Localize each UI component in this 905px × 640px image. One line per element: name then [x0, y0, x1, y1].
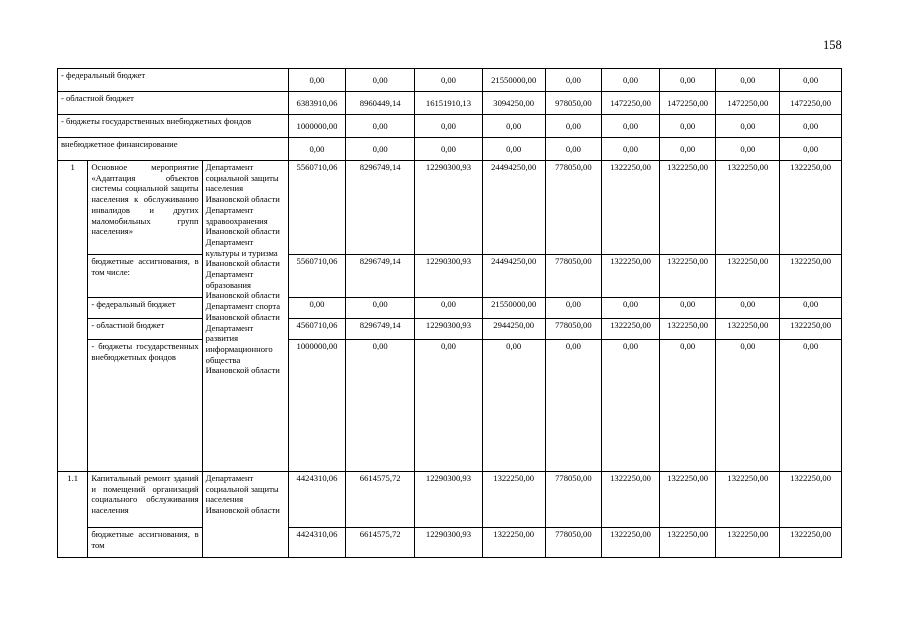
cell-value: 0,00 — [346, 115, 415, 138]
cell-value: 0,00 — [780, 115, 842, 138]
row-label: - областной бюджет — [58, 92, 289, 115]
cell-value: 0,00 — [780, 69, 842, 92]
cell-value: 1000000,00 — [288, 115, 346, 138]
cell-value: 0,00 — [659, 298, 716, 319]
cell-value: 8960449,14 — [346, 92, 415, 115]
cell-value: 1322250,00 — [602, 161, 660, 255]
cell-value: 0,00 — [716, 115, 780, 138]
table-row — [58, 161, 842, 255]
cell-value: 1322250,00 — [780, 472, 842, 528]
cell-value: 778050,00 — [545, 255, 602, 298]
cell-value: 1322250,00 — [602, 319, 660, 340]
cell-value: 4424310,06 — [288, 472, 346, 528]
cell-value: 0,00 — [545, 115, 602, 138]
cell-value: 1472250,00 — [602, 92, 660, 115]
table-row — [58, 472, 842, 528]
budget-table — [57, 68, 842, 558]
cell-value: 1322250,00 — [659, 472, 716, 528]
cell-value: 4424310,06 — [288, 528, 346, 558]
table-row — [58, 340, 842, 472]
row-label: - федеральный бюджет — [88, 298, 202, 319]
row-index: 1.1 — [58, 472, 88, 558]
table-row — [58, 528, 842, 558]
cell-value: 0,00 — [780, 298, 842, 319]
cell-value: 1472250,00 — [659, 92, 716, 115]
cell-value: 24494250,00 — [482, 255, 545, 298]
row-label: - областной бюджет — [88, 319, 202, 340]
cell-value: 0,00 — [780, 138, 842, 161]
cell-value: 1322250,00 — [716, 528, 780, 558]
cell-value: 16151910,13 — [415, 92, 483, 115]
cell-value: 778050,00 — [545, 528, 602, 558]
cell-value: 4560710,06 — [288, 319, 346, 340]
cell-value: 21550000,00 — [482, 298, 545, 319]
cell-value: 0,00 — [545, 138, 602, 161]
cell-value: 0,00 — [415, 298, 483, 319]
cell-value: 24494250,00 — [482, 161, 545, 255]
cell-value: 5560710,06 — [288, 161, 346, 255]
cell-value: 12290300,93 — [415, 255, 483, 298]
cell-value: 1472250,00 — [716, 92, 780, 115]
row-label: внебюджетное финансирование — [58, 138, 289, 161]
cell-value: 0,00 — [602, 298, 660, 319]
cell-value: 978050,00 — [545, 92, 602, 115]
cell-value: 1322250,00 — [716, 255, 780, 298]
executor-cell: Департамент социальной защиты населения Ивановской области — [202, 472, 288, 558]
cell-value: 0,00 — [716, 298, 780, 319]
cell-value: 6614575,72 — [346, 528, 415, 558]
cell-value: 0,00 — [346, 138, 415, 161]
cell-value: 0,00 — [716, 340, 780, 472]
cell-value: 0,00 — [545, 298, 602, 319]
row-label: Капитальный ремонт зданий и помещений организаций социального обслуживания населения — [88, 472, 202, 528]
cell-value: 1000000,00 — [288, 340, 346, 472]
cell-value: 1322250,00 — [780, 161, 842, 255]
cell-value: 21550000,00 — [482, 69, 545, 92]
cell-value: 8296749,14 — [346, 319, 415, 340]
cell-value: 1322250,00 — [602, 528, 660, 558]
executor-cell: Департамент социальной защиты населения Ивановской области Департамент здравоохранения Ивановской области Департамент культуры и туризма Ивановской области Департамент образования Ивановской области Департамент спорта Ивановской области Департамент развития информационного общества Ивановской области — [202, 161, 288, 472]
cell-value: 6383910,06 — [288, 92, 346, 115]
cell-value: 1322250,00 — [780, 528, 842, 558]
table-row — [58, 115, 842, 138]
cell-value: 1322250,00 — [659, 255, 716, 298]
cell-value: 1322250,00 — [659, 161, 716, 255]
cell-value: 1322250,00 — [716, 161, 780, 255]
cell-value: 1322250,00 — [716, 319, 780, 340]
row-label: Основное мероприятие «Адаптация объектов системы социальной защиты населения к обслуживанию инвалидов и других маломобильных групп населения» — [88, 161, 202, 255]
cell-value: 12290300,93 — [415, 161, 483, 255]
row-label: - бюджеты государственных внебюджетных фондов — [88, 340, 202, 472]
cell-value: 0,00 — [602, 138, 660, 161]
cell-value: 0,00 — [415, 69, 483, 92]
cell-value: 778050,00 — [545, 472, 602, 528]
cell-value: 0,00 — [288, 69, 346, 92]
cell-value: 0,00 — [346, 69, 415, 92]
cell-value: 6614575,72 — [346, 472, 415, 528]
cell-value: 0,00 — [659, 69, 716, 92]
cell-value: 0,00 — [482, 138, 545, 161]
cell-value: 0,00 — [346, 340, 415, 472]
cell-value: 778050,00 — [545, 319, 602, 340]
page-number: 158 — [823, 38, 842, 52]
cell-value: 0,00 — [602, 69, 660, 92]
cell-value: 12290300,93 — [415, 319, 483, 340]
cell-value: 0,00 — [602, 115, 660, 138]
cell-value: 0,00 — [602, 340, 660, 472]
cell-value: 12290300,93 — [415, 528, 483, 558]
cell-value: 0,00 — [659, 115, 716, 138]
cell-value: 1322250,00 — [659, 319, 716, 340]
row-label: бюджетные ассигнования, в том числе: — [88, 255, 202, 298]
cell-value: 1322250,00 — [602, 472, 660, 528]
cell-value: 0,00 — [288, 298, 346, 319]
cell-value: 0,00 — [482, 115, 545, 138]
cell-value: 0,00 — [659, 138, 716, 161]
row-index: 1 — [58, 161, 88, 472]
cell-value: 1322250,00 — [482, 528, 545, 558]
table-row — [58, 319, 842, 340]
cell-value: 0,00 — [482, 340, 545, 472]
cell-value: 0,00 — [716, 69, 780, 92]
cell-value: 1472250,00 — [780, 92, 842, 115]
cell-value: 0,00 — [716, 138, 780, 161]
row-label: бюджетные ассигнования, в том — [88, 528, 202, 558]
cell-value: 0,00 — [415, 138, 483, 161]
cell-value: 1322250,00 — [659, 528, 716, 558]
cell-value: 0,00 — [659, 340, 716, 472]
cell-value: 0,00 — [346, 298, 415, 319]
row-label: - бюджеты государственных внебюджетных фондов — [58, 115, 289, 138]
cell-value: 8296749,14 — [346, 255, 415, 298]
cell-value: 8296749,14 — [346, 161, 415, 255]
table-row — [58, 92, 842, 115]
cell-value: 0,00 — [780, 340, 842, 472]
cell-value: 1322250,00 — [780, 319, 842, 340]
cell-value: 5560710,06 — [288, 255, 346, 298]
table-row — [58, 69, 842, 92]
cell-value: 2944250,00 — [482, 319, 545, 340]
cell-value: 0,00 — [415, 115, 483, 138]
cell-value: 1322250,00 — [716, 472, 780, 528]
table-row — [58, 298, 842, 319]
cell-value: 1322250,00 — [482, 472, 545, 528]
cell-value: 0,00 — [545, 340, 602, 472]
table-row — [58, 255, 842, 298]
cell-value: 778050,00 — [545, 161, 602, 255]
cell-value: 0,00 — [415, 340, 483, 472]
row-label: - федеральный бюджет — [58, 69, 289, 92]
cell-value: 0,00 — [288, 138, 346, 161]
cell-value: 1322250,00 — [602, 255, 660, 298]
cell-value: 3094250,00 — [482, 92, 545, 115]
cell-value: 12290300,93 — [415, 472, 483, 528]
cell-value: 0,00 — [545, 69, 602, 92]
table-row — [58, 138, 842, 161]
cell-value: 1322250,00 — [780, 255, 842, 298]
